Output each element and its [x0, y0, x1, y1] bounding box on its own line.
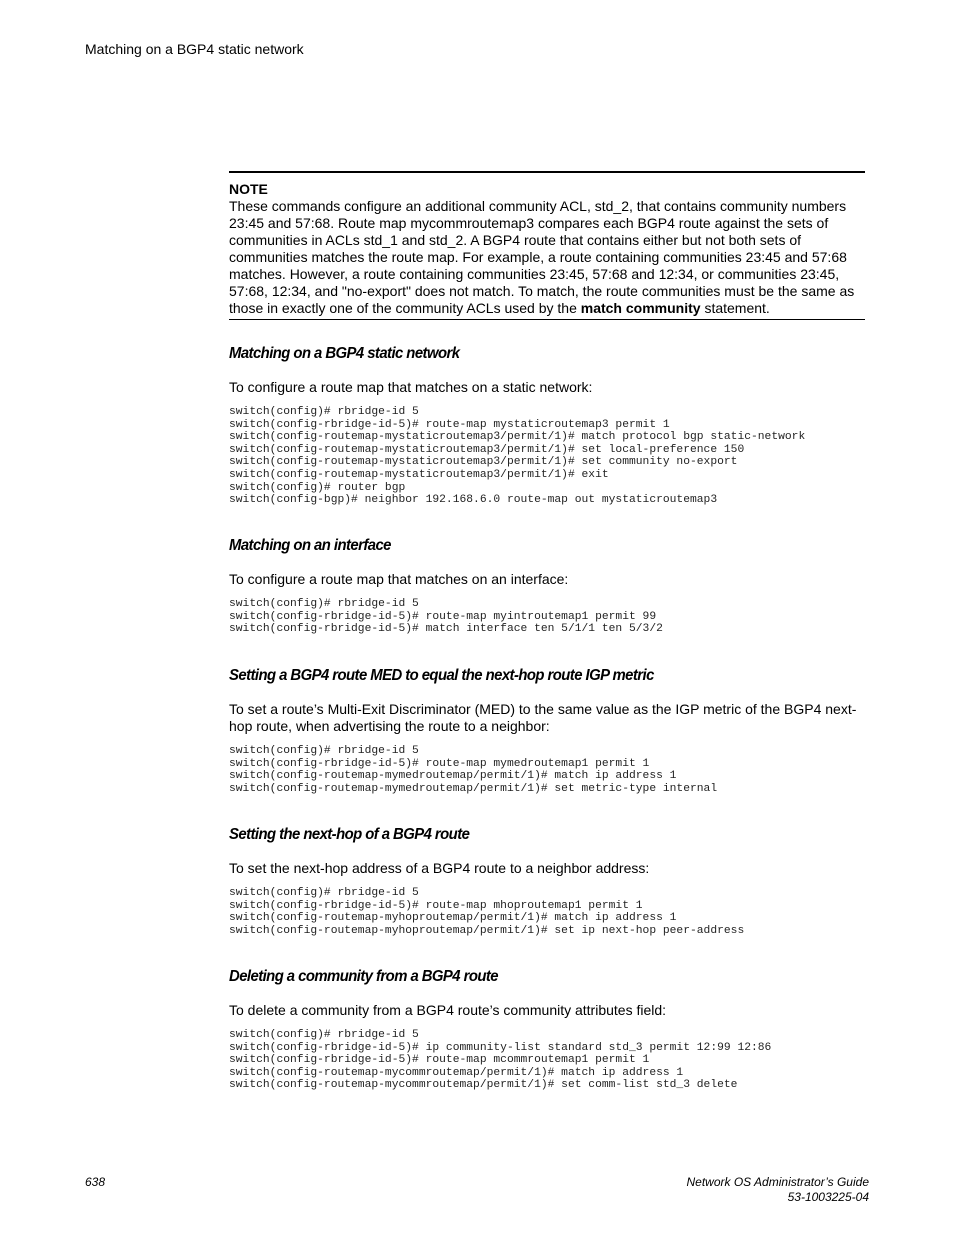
- section-next-hop: [229, 826, 869, 937]
- code-line: switch(config)# rbridge-id 5: [229, 745, 419, 757]
- code-block: [229, 406, 869, 507]
- code-line: switch(config-routemap-mymedroutemap/permit/1)# set metric-type internal: [229, 782, 718, 795]
- section-delete-community: [229, 968, 869, 1092]
- code-block: [229, 745, 869, 795]
- doc-number: 53-1003225-04: [787, 1190, 869, 1204]
- note-text-after: statement.: [700, 300, 770, 316]
- section-med-igp: [229, 667, 869, 795]
- code-line: switch(config)# rbridge-id 5: [229, 598, 419, 610]
- section-title: Setting a BGP4 route MED to equal the next-hop route IGP metric: [229, 667, 654, 684]
- note-text-bold: match community: [580, 300, 701, 316]
- section-interface: [229, 537, 869, 636]
- note-text: [229, 198, 865, 317]
- code-line: switch(config-routemap-mycommroutemap/permit/1)# set comm-list std_3 delete: [229, 1079, 738, 1092]
- code-block: [229, 1029, 869, 1092]
- code-line: switch(config-rbridge-id-5)# route-map mystaticroutemap3 permit 1: [229, 418, 670, 431]
- section-title: Deleting a community from a BGP4 route: [229, 968, 499, 985]
- page-number: 638: [85, 1175, 106, 1189]
- code-line: switch(config)# rbridge-id 5: [229, 887, 419, 899]
- note-label: NOTE: [229, 181, 268, 197]
- code-line: switch(config-rbridge-id-5)# route-map mymedroutemap1 permit 1: [229, 757, 650, 770]
- section-intro: To set a route’s Multi-Exit Discriminator (MED) to the same value as the IGP metric of the BGP4 next-hop route, when advertising the route to a neighbor:: [229, 701, 857, 734]
- code-line: switch(config-routemap-mystaticroutemap3/permit/1)# exit: [229, 468, 609, 481]
- code-line: switch(config-bgp)# neighbor 192.168.6.0 route-map out mystaticroutemap3: [229, 494, 718, 507]
- running-header: Matching on a BGP4 static network: [85, 41, 304, 57]
- code-line: switch(config)# rbridge-id 5: [229, 406, 419, 418]
- note-text-before: These commands configure an additional community ACL, std_2, that contains community numbers 23:45 and 57:68. Route map mycommroutemap3 compares each BGP4 route against the sets of communities in ACLs std_1 and std_2. A BGP4 route that contains either but not both sets of communities matches the route map. For example, a route containing communities 23:45 and 57:68 matches. However, a route containing communities 23:45, 57:68 and 12:34, or communities 23:45, 57:68, 12:34, and "no-export" does not match. To match, the route communities must be the same as those in exactly one of the community ACLs used by the: [229, 198, 855, 316]
- code-block: [229, 887, 869, 937]
- note-block: [229, 171, 865, 320]
- section-intro: To set the next-hop address of a BGP4 route to a neighbor address:: [229, 860, 650, 876]
- code-line: switch(config-rbridge-id-5)# match interface ten 5/1/1 ten 5/3/2: [229, 623, 663, 636]
- section-static-network: [229, 345, 869, 507]
- section-intro: To configure a route map that matches on an interface:: [229, 571, 569, 587]
- code-line: switch(config-rbridge-id-5)# route-map mcommroutemap1 permit 1: [229, 1054, 650, 1067]
- code-line: switch(config-rbridge-id-5)# route-map myintroutemap1 permit 99: [229, 610, 657, 623]
- code-line: switch(config-routemap-myhoproutemap/permit/1)# match ip address 1: [229, 912, 677, 925]
- code-line: switch(config-routemap-mymedroutemap/permit/1)# match ip address 1: [229, 770, 677, 783]
- section-intro: To configure a route map that matches on a static network:: [229, 379, 593, 395]
- code-line: switch(config)# router bgp: [229, 481, 406, 494]
- code-line: switch(config-rbridge-id-5)# ip community-list standard std_3 permit 12:99 12:86: [229, 1041, 772, 1054]
- code-line: switch(config-rbridge-id-5)# route-map mhoproutemap1 permit 1: [229, 899, 643, 912]
- code-line: switch(config-routemap-mystaticroutemap3/permit/1)# set local-preference 150: [229, 443, 745, 456]
- code-line: switch(config)# rbridge-id 5: [229, 1029, 419, 1041]
- footer-doc-info: [686, 1175, 869, 1205]
- code-block: [229, 598, 869, 636]
- code-line: switch(config-routemap-mystaticroutemap3/permit/1)# match protocol bgp static-network: [229, 431, 806, 444]
- section-title: Matching on a BGP4 static network: [229, 345, 460, 362]
- code-line: switch(config-routemap-myhoproutemap/permit/1)# set ip next-hop peer-address: [229, 924, 745, 937]
- section-title: Matching on an interface: [229, 537, 391, 554]
- doc-title: Network OS Administrator’s Guide: [686, 1175, 869, 1189]
- code-line: switch(config-routemap-mycommroutemap/permit/1)# match ip address 1: [229, 1066, 684, 1079]
- section-title: Setting the next-hop of a BGP4 route: [229, 826, 470, 843]
- code-line: switch(config-routemap-mystaticroutemap3/permit/1)# set community no-export: [229, 456, 738, 469]
- section-intro: To delete a community from a BGP4 route’s community attributes field:: [229, 1002, 667, 1018]
